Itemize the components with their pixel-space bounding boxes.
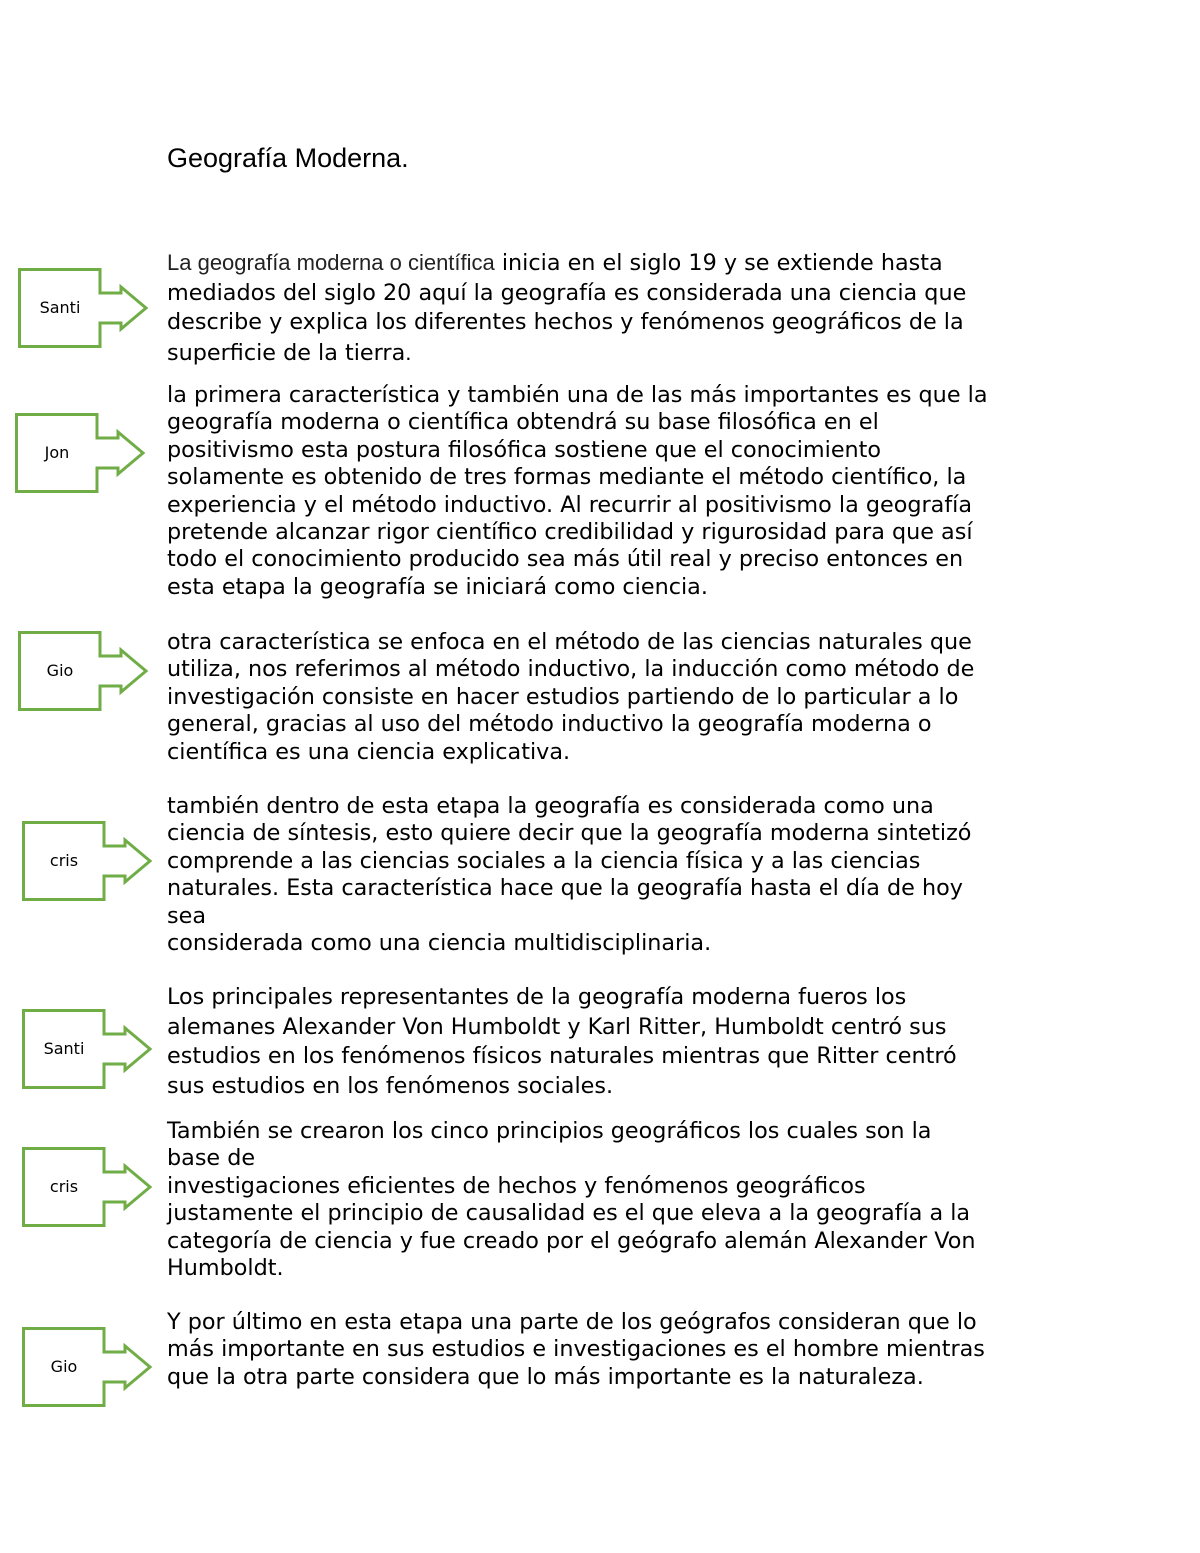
paragraph-line: También se crearon los cinco principios geográficos los cuales son la: [167, 1118, 932, 1144]
paragraph-line: describe y explica los diferentes hechos y fenómenos geográficos de la: [167, 309, 964, 335]
paragraph-tail: .: [405, 339, 412, 365]
paragraph-line: Humboldt.: [167, 1255, 284, 1282]
author-label: cris: [49, 1176, 79, 1196]
paragraph-line: justamente el principio de causalidad es el que eleva a la geografía a la: [167, 1200, 971, 1227]
paragraph-line: investigación consiste en hacer estudios partiendo de lo particular a lo: [167, 683, 959, 710]
paragraph-line: sus estudios en los fenómenos sociales.: [167, 1072, 614, 1099]
paragraph: [167, 382, 1047, 601]
paragraph-line: categoría de ciencia y fue creado por el geógrafo alemán Alexander Von: [167, 1227, 976, 1254]
paragraph-line: que la otra parte considera que lo más importante es la naturaleza.: [167, 1363, 924, 1390]
author-arrow-callout: [22, 1147, 154, 1229]
paragraph: [167, 629, 1047, 766]
paragraph-line-text: inicia en el siglo 19 y se extiende hasta: [494, 250, 943, 276]
paragraph: [167, 1309, 1047, 1391]
paragraph: [167, 983, 1047, 1101]
author-arrow-callout: [15, 413, 147, 495]
paragraph-line: comprende a las ciencias sociales a la ciencia física y a las ciencias: [167, 847, 921, 874]
paragraph-line: considerada como una ciencia multidisciplinaria.: [167, 930, 712, 957]
paragraph-line: Y por último en esta etapa una parte de los geógrafos consideran que lo: [167, 1309, 977, 1335]
paragraph-line: otra característica se enfoca en el método de las ciencias naturales que: [167, 629, 972, 655]
paragraph-line: positivismo esta postura filosófica sostiene que el conocimiento: [167, 436, 882, 463]
paragraph-line: [167, 248, 1047, 279]
paragraph-line: estudios en los fenómenos físicos naturales mientras que Ritter centró: [167, 1043, 957, 1069]
paragraph: [167, 1118, 1047, 1282]
paragraph-line: ciencia de síntesis, esto quiere decir que la geografía moderna sintetizó: [167, 820, 972, 847]
paragraph-line: científica es una ciencia explicativa.: [167, 738, 571, 765]
paragraph-line: sea: [167, 902, 206, 929]
author-arrow-callout: [22, 821, 154, 903]
author-arrow-callout: [18, 268, 150, 350]
author-label: Santi: [39, 297, 81, 317]
paragraph-line: naturales. Esta característica hace que la geografía hasta el día de hoy: [167, 875, 963, 902]
paragraph-lead: La geografía moderna o científica: [167, 250, 495, 275]
paragraph-line: base de: [167, 1145, 256, 1172]
author-arrow-callout: [18, 631, 150, 713]
author-label: Santi: [43, 1038, 85, 1058]
paragraph-line: todo el conocimiento producido sea más útil real y preciso entonces en: [167, 546, 964, 573]
paragraph-line: general, gracias al uso del método inductivo la geografía moderna o: [167, 711, 932, 738]
paragraph-line: más importante en sus estudios e investigaciones es el hombre mientras: [167, 1336, 985, 1363]
paragraph-line: experiencia y el método inductivo. Al recurrir al positivismo la geografía: [167, 491, 973, 518]
paragraph: [167, 793, 1047, 957]
author-arrow-callout: [22, 1009, 154, 1091]
author-label: Gio: [46, 660, 74, 680]
paragraph-line: la primera característica y también una de las más importantes es que la: [167, 382, 988, 408]
paragraph-line: también dentro de esta etapa la geografía es considerada como una: [167, 793, 934, 819]
paragraph-line: investigaciones eficientes de hechos y fenómenos geográficos: [167, 1172, 866, 1199]
paragraph-line: [167, 338, 1047, 369]
paragraph-line: mediados del siglo 20 aquí la geografía es considerada una ciencia que: [167, 279, 967, 306]
paragraph-line-text: superficie de la tierra: [167, 339, 406, 366]
paragraph-line: utiliza, nos referimos al método inductivo, la inducción como método de: [167, 656, 975, 683]
author-label: Jon: [44, 442, 70, 462]
document-title: Geografía Moderna.: [167, 143, 409, 173]
paragraph-line: Los principales representantes de la geografía moderna fueros los: [167, 984, 907, 1010]
paragraph-line: geografía moderna o científica obtendrá su base filosófica en el: [167, 409, 879, 436]
paragraph-line: pretende alcanzar rigor científico credibilidad y rigurosidad para que así: [167, 519, 973, 546]
paragraph-line: alemanes Alexander Von Humboldt y Karl Ritter, Humboldt centró sus: [167, 1013, 947, 1040]
author-arrow-callout: [22, 1327, 154, 1409]
paragraph-line: solamente es obtenido de tres formas mediante el método científico, la: [167, 464, 967, 491]
author-label: cris: [49, 850, 79, 870]
author-label: Gio: [50, 1356, 78, 1376]
paragraph-line: esta etapa la geografía se iniciará como ciencia.: [167, 573, 708, 600]
paragraph: [167, 248, 1047, 368]
